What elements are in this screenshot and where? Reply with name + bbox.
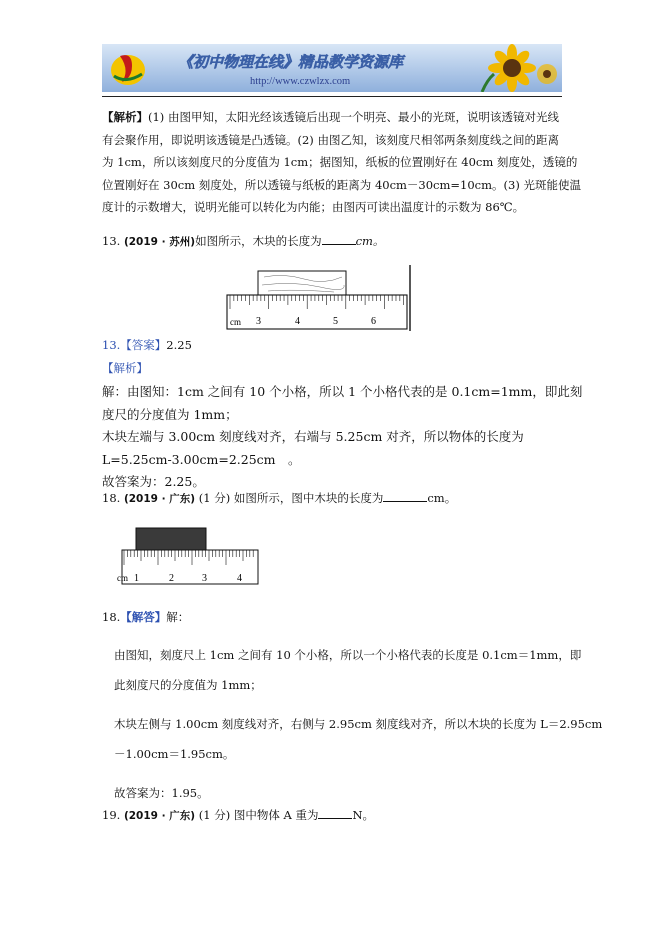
question-score: (1 分) (198, 808, 231, 822)
question-number: 19. (102, 808, 121, 822)
answer-blank (322, 232, 356, 245)
answer-blank (318, 806, 352, 819)
solution-13 (102, 381, 583, 494)
ruler-tick-label: 4 (295, 316, 300, 327)
solution-line: 木块左端与 3.00cm 刻度线对齐，右端与 5.25cm 对齐，所以物体的长度为 (102, 429, 524, 444)
answer-number: 13. (102, 338, 121, 352)
answer-tag: 【解答】 (120, 610, 167, 624)
solution-line: 故答案为：2.25。 (102, 474, 205, 489)
ruler-tick-label: 2 (169, 573, 174, 584)
question-unit: cm。 (427, 491, 457, 505)
analysis-line: 度计的示数增大，说明光能可以转化为内能；由图丙可读出温度计的示数为 86℃。 (102, 200, 525, 214)
ruler-tick-label: 4 (237, 573, 242, 584)
analysis-line: 位置刚好在 30cm 刻度处，所以透镜与纸板的距离为 40cm－30cm=10cm。(3) 光斑能使温 (102, 177, 581, 192)
question-number: 18. (102, 491, 121, 505)
solution-line: 此刻度尺的分度值为 1mm； (114, 678, 262, 692)
analysis-line: 为 1cm，所以该刻度尺的分度值为 1cm；据图知，纸板的位置刚好在 40cm 刻度处，透镜的 (102, 155, 578, 169)
solution-18 (114, 640, 603, 808)
question-source: (2019 · 广东) (123, 810, 196, 822)
analysis-line: (1) 由图甲知，太阳光经该透镜后出现一个明亮、最小的光斑，说明该透镜对光线 (148, 110, 559, 124)
wood-block (258, 271, 346, 295)
solution-line: L=5.25cm-3.00cm=2.25cm 。 (102, 451, 301, 467)
answer-prefix: 解： (166, 610, 190, 624)
ruler-tick-label: 3 (202, 573, 207, 584)
question-13 (102, 230, 562, 254)
question-text: 如图所示，木块的长度为 (195, 234, 322, 248)
ruler-tick-label: 3 (256, 316, 261, 327)
solution-line: 解：由图知：1cm 之间有 10 个小格，所以 1 个小格代表的是 0.1cm=1mm，即此刻 (102, 384, 583, 399)
wood-block (136, 528, 206, 550)
question-unit: N。 (352, 808, 375, 822)
question-18 (102, 487, 562, 511)
answer-tag: 【答案】 (120, 338, 167, 352)
answer-13 (102, 334, 562, 379)
question-source: (2019 · 广东) (123, 493, 196, 505)
answer-blank (383, 489, 427, 502)
banner-url: http://www.czwlzx.com (250, 76, 351, 87)
question-source: (2019 · 苏州) (123, 236, 196, 248)
ruler-tick-label: 5 (333, 316, 338, 327)
ruler-body (227, 295, 407, 329)
ruler-tick-label: 6 (371, 316, 376, 327)
question-score: (1 分) (198, 491, 231, 505)
ruler-figure-18 (114, 524, 260, 586)
ruler-tick-label: 1 (134, 573, 139, 584)
analysis-block-1 (102, 106, 581, 219)
answer-number: 18. (102, 610, 121, 624)
question-19 (102, 804, 562, 828)
banner-title: 《初中物理在线》精品教学资源库 (178, 55, 404, 71)
header-banner (102, 44, 562, 92)
analysis-tag: 【解析】 (102, 110, 148, 124)
solution-line: 度尺的分度值为 1mm； (102, 406, 238, 422)
solution-line: 木块左侧与 1.00cm 刻度线对齐，右侧与 2.95cm 刻度线对齐，所以木块的长度为 L＝2.95cm (114, 717, 603, 731)
question-unit: cm。 (355, 234, 385, 248)
ruler-unit: cm (117, 573, 128, 583)
logo-icon (111, 55, 145, 85)
header-divider (102, 96, 562, 97)
banner-graphic (102, 44, 562, 92)
analysis-tag: 【解析】 (102, 360, 148, 375)
question-text: 如图所示，图中木块的长度为 (233, 491, 384, 505)
question-number: 13. (102, 234, 121, 248)
analysis-line: 有会聚作用，即说明该透镜是凸透镜。(2) 由图乙知，该刻度尺相邻两条刻度线之间的距离 (102, 132, 559, 147)
ruler-unit: cm (230, 317, 241, 327)
question-text: 图中物体 A 重为 (233, 808, 319, 822)
solution-line: 故答案为：1.95。 (114, 786, 209, 800)
solution-line: －1.00cm＝1.95cm。 (114, 747, 235, 761)
solution-line: 由图知，刻度尺上 1cm 之间有 10 个小格，所以一个小格代表的长度是 0.1cm＝1mm，即 (114, 648, 582, 662)
answer-value: 2.25 (166, 338, 192, 352)
answer-18 (102, 606, 562, 629)
ruler-figure-13 (224, 263, 414, 333)
